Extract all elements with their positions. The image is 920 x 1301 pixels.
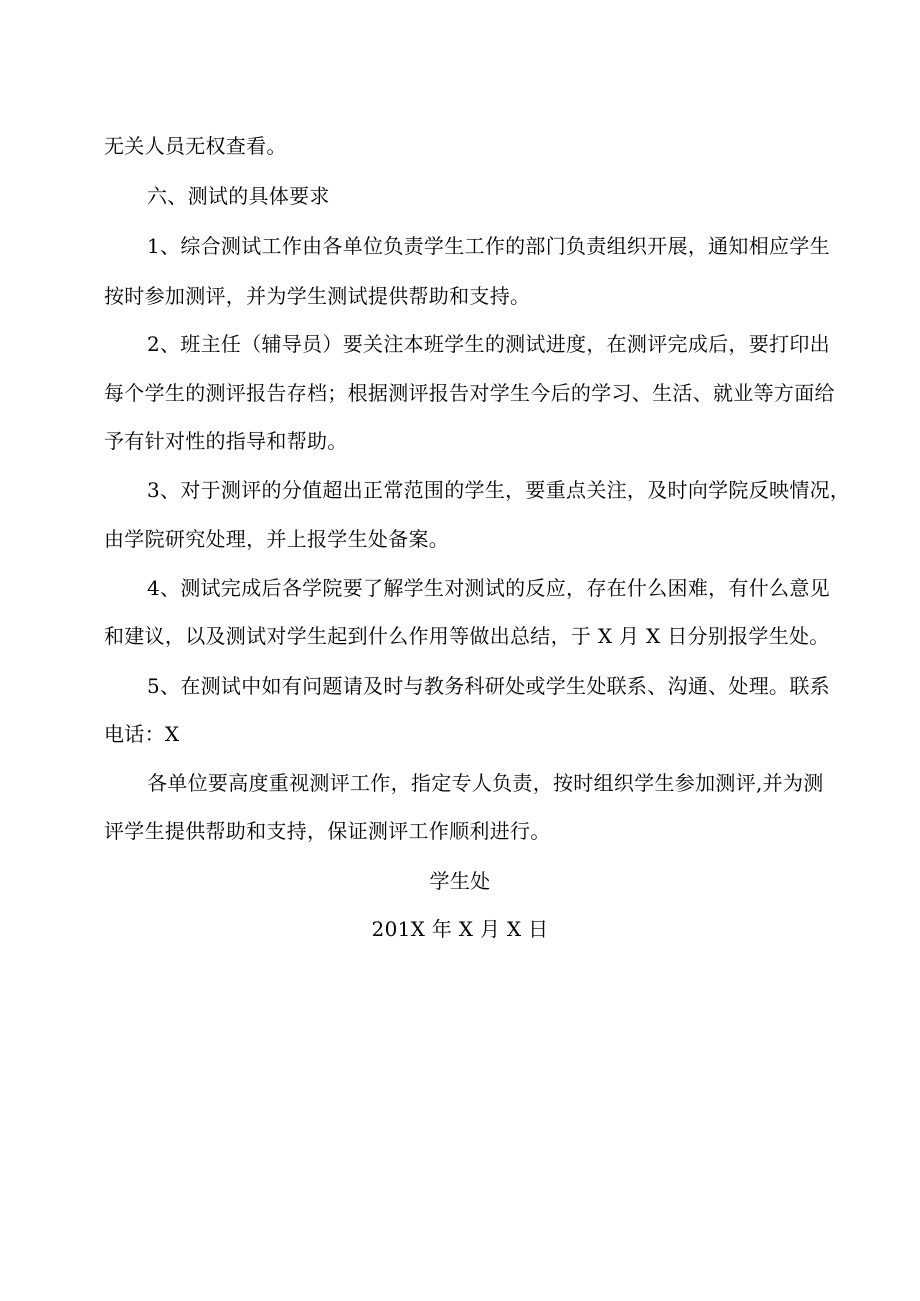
paragraph-line: 和建议，以及测试对学生起到什么作用等做出总结，于 X 月 X 日分别报学生处。 — [104, 624, 830, 648]
paragraph-line: 每个学生的测评报告存档；根据测评报告对学生今后的学习、生活、就业等方面给 — [104, 381, 835, 405]
signature-date: 201X 年 X 月 X 日 — [371, 917, 549, 941]
paragraph-line: 无关人员无权查看。 — [104, 134, 287, 158]
paragraph-line: 评学生提供帮助和支持，保证测评工作顺利进行。 — [104, 819, 551, 843]
paragraph-line: 5、在测试中如有问题请及时与教务科研处或学生处联系、沟通、处理。联系 — [147, 674, 830, 698]
paragraph-line: 按时参加测评，并为学生测试提供帮助和支持。 — [104, 284, 531, 308]
paragraph-line: 1、综合测试工作由各单位负责学生工作的部门负责组织开展，通知相应学生 — [147, 234, 830, 258]
paragraph-line: 电话：X — [104, 722, 180, 746]
paragraph-line: 予有针对性的指导和帮助。 — [104, 429, 348, 453]
signature-department: 学生处 — [429, 869, 491, 893]
section-heading: 六、测试的具体要求 — [147, 184, 330, 208]
paragraph-line: 3、对于测评的分值超出正常范围的学生，要重点关注，及时向学院反映情况， — [147, 478, 851, 502]
paragraph-line: 各单位要高度重视测评工作，指定专人负责，按时组织学生参加测评,并为测 — [147, 771, 824, 795]
paragraph-line: 4、测试完成后各学院要了解学生对测试的反应，存在什么困难，有什么意见 — [147, 576, 830, 600]
paragraph-line: 2、班主任（辅导员）要关注本班学生的测试进度，在测评完成后，要打印出 — [147, 332, 830, 356]
paragraph-line: 由学院研究处理，并上报学生处备案。 — [104, 527, 450, 551]
